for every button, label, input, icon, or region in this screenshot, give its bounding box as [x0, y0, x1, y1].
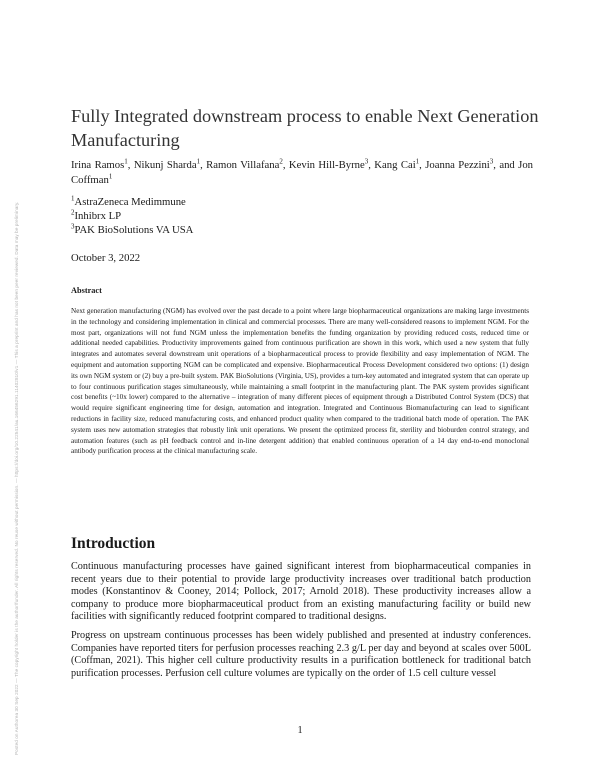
author: Ramon Villafana$^2$, [206, 157, 289, 171]
author-list [71, 158, 533, 188]
publication-date: October 3, 2022 [71, 252, 141, 264]
author: Kevin Hill-Byrne$^3$, [288, 157, 375, 171]
paper-title: Fully Integrated downstream process to enable Next Generation Manufacturing [71, 106, 539, 150]
page-number: 1 [297, 725, 303, 736]
affiliation-list [71, 195, 371, 237]
author: Irina Ramos$^1$, [71, 157, 134, 171]
author: Nikunj Sharda$^1$, [133, 157, 207, 171]
affiliation: $^3$PAK BioSolutions VA USA [71, 222, 194, 236]
abstract-heading: Abstract [71, 286, 102, 295]
introduction-paragraph: Progress on upstream continuous processes has been widely published and presented at industry conferences. Companies have reported titers for perfusion processes reaching 2.3 g/L per day and beyond at scales over 500L (Coffman, 2021). This higher cell culture productivity results in a purification bottleneck for traditional batch purification processes. Perfusion cell culture volumes are typically on the order of 1.5 cell culture vessel [71, 629, 531, 679]
author: Kang Cai$^1$, [374, 157, 426, 171]
introduction-heading: Introduction [71, 535, 156, 552]
affiliation: $^1$AstraZeneca Medimmune [71, 194, 186, 208]
introduction-paragraph: Continuous manufacturing processes have gained significant interest from biopharmaceutical companies in recent years due to their potential to provide large productivity increases over traditional batch production modes (Konstantinov & Cooney, 2014; Pollock, 2017; Arnold 2018). These productivity increases allow a company to produce more biopharmaceutical product from an existing manufacturing facility or build new facilities with significantly reduced footprint compared to traditional designs. [71, 561, 531, 623]
author: Jon Coffman$^1$ [71, 159, 534, 186]
abstract-text: Next generation manufacturing (NGM) has evolved over the past decade to a point where large biopharmaceutical organizations are making large investments in the technology and considering implementation in clinical and commercial processes. There are many well-considered reasons to implement NGM. For the most part, organizations will not fund NGM unless the implementation benefits the funding organization by providing reduced costs, reduced time or additional needed capabilities. Productivity improvements gained from continuous purification are shown in this work, which used a new system that fully integrates and automates several downstream unit operations of a biopharmaceutical process to provide flexibility and easy implementation of NGM. The equipment and automation supporting NGM can be complicated and expensive. Biopharmaceutical Process Development considered two options: (1) design its own NGM system or (2) buy a pre-built system. PAK BioSolutions (Virginia, US), provides a turn-key automated and integrated system that can operate up to four continuous purification stages simultaneously, while maintaining a small footprint in the manufacturing plant. The PAK system provides significant cost benefits (~10x lower) compared to the alternative – integration of many different pieces of equipment through a Distributed Control System (DCS) that would require significant engineering time for design, automation and integration. Integrated and Continuous Biomanufacturing can lead to significant reductions in facility size, reduced manufacturing costs, and enhanced product quality when compared to the traditional batch mode of operation. The PAK system uses new automation strategies that robustly link unit operations. We present the optimized process fit, sterility and bioburden control strategy, and automation features (such as pH feedback control and in-line detergent addition) that enabled continuous operation of a 14 day end-to-end monoclonal antibody purification process at the clinical manufacturing scale. [71, 307, 529, 456]
side-stamp-text: Posted on Authorea 30 Sep 2022 — The copyright holder is the author/funder. All rights reserved. No reuse without permission. — https://doi.org/10.22541/au.166456291.11402810/v1 — This a preprint and has not been peer reviewed. Data may be preliminary. [14, 201, 19, 755]
preprint-side-stamp [2, 20, 18, 760]
affiliation: $^2$Inhibrx LP [71, 208, 122, 222]
author: Joanna Pezzini$^3$, and [425, 157, 519, 171]
introduction-body [71, 561, 531, 686]
